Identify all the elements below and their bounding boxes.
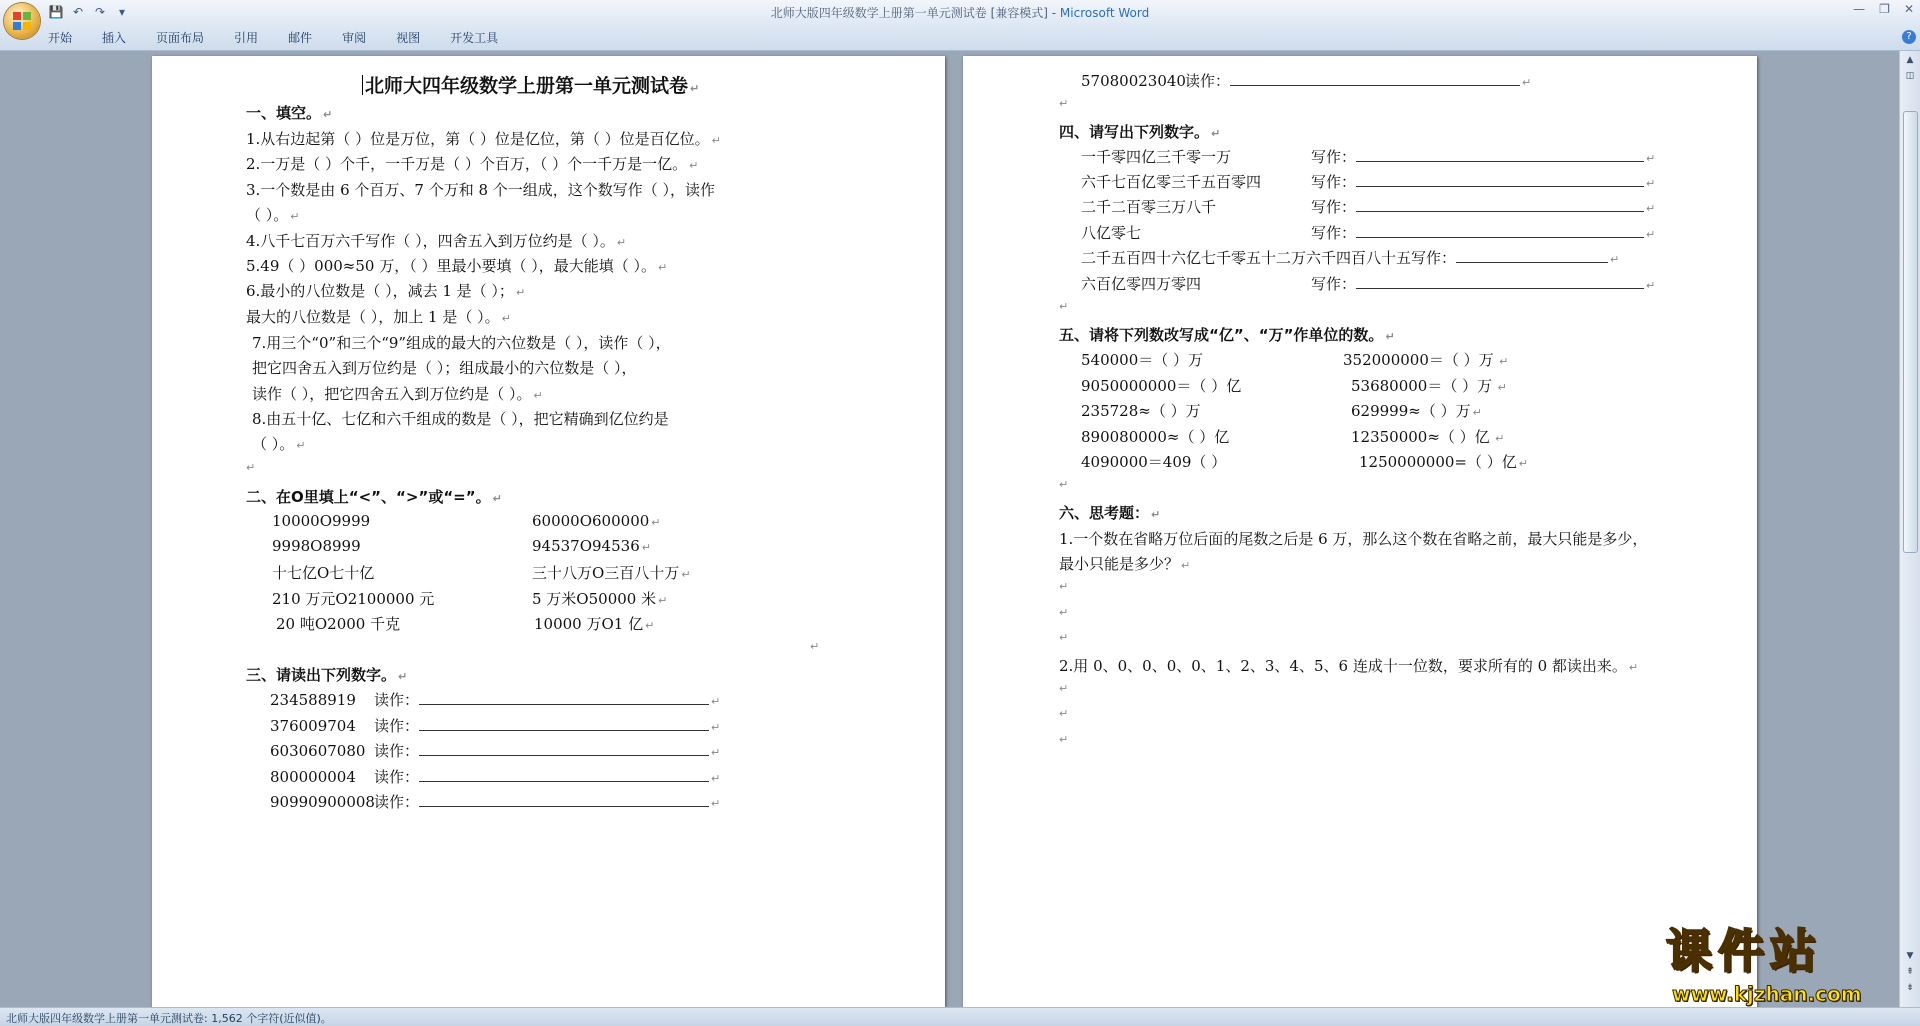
- write-item-3: 二千二百零三万八千 写作： ↵: [1081, 198, 1656, 216]
- read-item-1: 234588919 读作： ↵: [270, 691, 721, 709]
- question-7-line-1: [252, 332, 671, 353]
- question-5-text: 5.49（ ）000≈50 万，（ ）里最小要填（ ），最大能填（ ）。: [246, 257, 657, 275]
- compare-right-5: 10000 万O1 亿 ↵: [534, 615, 655, 633]
- minimize-button[interactable]: —: [1853, 2, 1866, 16]
- question-8a-text: 8.由五十亿、七亿和六千组成的数是（ ），把它精确到亿位约是: [252, 410, 669, 428]
- write-text-4: 八亿零七: [1081, 224, 1142, 242]
- section-heading-2-text: 二、在O里填上“<”、“>”或“=”。: [246, 488, 491, 506]
- close-button[interactable]: ✕: [1903, 2, 1914, 16]
- site-watermark: [1660, 920, 1900, 1010]
- paragraph-mark: ↵: [246, 461, 256, 474]
- next-page-icon[interactable]: ⇟: [1906, 983, 1914, 993]
- read-label-5: 读作：: [374, 793, 420, 811]
- think-question-2: 2.用 0、0、0、0、0、1、2、3、4、5、6 连成十一位数，要求所有的 0 都读出来。 ↵: [1059, 657, 1639, 675]
- convert-left-4: [1081, 426, 1229, 447]
- convert-left-1: [1081, 349, 1203, 370]
- write-text-1: 一千零四亿三千零一万: [1081, 148, 1232, 166]
- write-label-4: 写作：: [1311, 224, 1357, 242]
- question-6b-text: 最大的八位数是（ ），加上 1 是（ ）。: [246, 308, 500, 326]
- compare-right-1: 60000O600000 ↵: [532, 512, 661, 530]
- tab-review[interactable]: 审阅: [342, 31, 367, 45]
- question-6-line-2: 最大的八位数是（ ），加上 1 是（ ）。 ↵: [246, 308, 511, 326]
- compare-left-5: [276, 613, 400, 634]
- compare-left-3-text: 十七亿O七十亿: [272, 564, 375, 582]
- read-label-2: 读作：: [374, 717, 420, 735]
- window-title: [0, 4, 1920, 21]
- answer-line[interactable]: [1356, 274, 1644, 289]
- compare-left-5-text: 20 吨O2000 千克: [276, 615, 401, 633]
- watermark-url: www.kjzhan.com: [1672, 982, 1862, 1006]
- question-4-text: 4.八千七百万六千写作（ ），四舍五入到万位约是（ ）。: [246, 232, 615, 250]
- read-item-3: 6030607080 读作： ↵: [270, 742, 721, 760]
- convert-right-5-text: 1250000000=（ ）亿: [1359, 453, 1517, 471]
- tab-view[interactable]: 视图: [396, 31, 421, 45]
- write-item-2: 六千七百亿零三千五百零四 写作： ↵: [1081, 173, 1656, 191]
- read-number-5: 90990900008: [270, 793, 375, 811]
- page-title-text: 北师大四年级数学上册第一单元测试卷: [365, 75, 689, 97]
- convert-left-4-text: 890080000≈（ ）亿: [1081, 428, 1230, 446]
- redo-icon[interactable]: ↷: [94, 5, 106, 19]
- convert-left-3: [1081, 400, 1201, 421]
- question-3-line-1: [246, 179, 715, 200]
- tab-insert[interactable]: 插入: [102, 31, 127, 45]
- think-1a-text: 1.一个数在省略万位后面的尾数之后是 6 万，那么这个数在省略之前，最大只能是多少，: [1059, 530, 1648, 548]
- question-3a-text: 3.一个数是由 6 个百万、7 个万和 8 个一组成，这个数写作（ ），读作: [246, 181, 716, 199]
- question-8-line-2: （ ）。 ↵: [252, 435, 306, 453]
- paragraph-mark: ↵: [1059, 606, 1069, 619]
- compare-right-2-text: 94537O94536: [532, 537, 640, 555]
- compare-right-1-text: 60000O600000: [532, 512, 650, 530]
- convert-right-1: 352000000＝（ ）万 ↵: [1343, 351, 1509, 369]
- section-heading-5-text: 五、请将下列数改写成“亿”、“万”作单位的数。: [1059, 326, 1384, 344]
- answer-line[interactable]: [1356, 223, 1644, 238]
- answer-line[interactable]: [1456, 248, 1608, 263]
- convert-right-3: 629999≈（ ）万 ↵: [1351, 402, 1482, 420]
- convert-left-5-text: 4090000＝409（ ）: [1081, 453, 1227, 471]
- paragraph-mark: ↵: [1059, 733, 1069, 746]
- compare-left-2: [272, 537, 361, 555]
- convert-left-2-text: 9050000000＝（ ）亿: [1081, 377, 1242, 395]
- question-6a-text: 6.最小的八位数是（ ），减去 1 是（ ）；: [246, 282, 514, 300]
- window-controls: [1853, 2, 1914, 16]
- scroll-down-icon[interactable]: ▼: [1906, 951, 1914, 961]
- paragraph-mark: ↵: [1059, 682, 1069, 695]
- previous-page-icon[interactable]: ⇞: [1906, 967, 1914, 977]
- question-7-line-3: 读作（ ），把它四舍五入到万位约是（ ）。 ↵: [252, 385, 543, 403]
- compare-left-2-text: 9998O8999: [272, 537, 361, 555]
- section-heading-2: 二、在O里填上“<”、“>”或“=”。 ↵: [246, 488, 502, 506]
- convert-right-5: 1250000000=（ ）亿 ↵: [1359, 453, 1528, 471]
- answer-line[interactable]: [419, 690, 709, 705]
- undo-icon[interactable]: ↶: [72, 5, 84, 19]
- compare-left-1-text: 10000O9999: [272, 512, 371, 530]
- read-label-6: 读作：: [1185, 72, 1231, 90]
- convert-right-4-text: 12350000≈（ ）亿: [1351, 428, 1490, 446]
- read-label-3: 读作：: [374, 742, 420, 760]
- section-heading-5: 五、请将下列数改写成“亿”、“万”作单位的数。 ↵: [1059, 326, 1395, 344]
- write-label-3: 写作：: [1311, 198, 1357, 216]
- tab-mailings[interactable]: 邮件: [288, 31, 313, 45]
- read-number-1: 234588919: [270, 691, 356, 709]
- question-4: 4.八千七百万六千写作（ ），四舍五入到万位约是（ ）。 ↵: [246, 232, 627, 250]
- read-label-1: 读作：: [374, 691, 420, 709]
- question-3-line-2: （ ）。 ↵: [246, 206, 300, 224]
- convert-left-1-text: 540000＝（ ）万: [1081, 351, 1204, 369]
- answer-line[interactable]: [1230, 71, 1520, 86]
- convert-left-5: [1081, 451, 1226, 472]
- document-page-2[interactable]: [963, 56, 1757, 1007]
- ruler-toggle-icon[interactable]: ◫: [1905, 71, 1915, 81]
- answer-line[interactable]: [419, 741, 709, 756]
- question-7-line-2: [252, 357, 637, 378]
- question-8-line-1: [252, 408, 669, 429]
- section-heading-1: 一、填空。 ↵: [246, 104, 333, 122]
- customize-qat-icon[interactable]: ▾: [118, 5, 126, 19]
- answer-line[interactable]: [1356, 172, 1644, 187]
- write-text-6: 六百亿零四万零四: [1081, 275, 1202, 293]
- question-7a-text: 7.用三个“0”和三个“9”组成的最大的六位数是（ ），读作（ ），: [252, 334, 671, 352]
- page-title: 北师大四年级数学上册第一单元测试卷 ↵: [362, 71, 699, 98]
- tab-page-layout[interactable]: 页面布局: [156, 31, 205, 45]
- section-heading-3-text: 三、请读出下列数字。: [246, 666, 397, 684]
- answer-line[interactable]: [419, 792, 709, 807]
- read-number-3: 6030607080: [270, 742, 366, 760]
- watermark-logo-text: 课件站: [1666, 924, 1822, 978]
- question-2-text: 2.一万是（ ）个千，一千万是（ ）个百万，（ ）个一千万是一亿。: [246, 155, 688, 173]
- question-1-text: 1.从右边起第（ ）位是万位，第（ ）位是亿位，第（ ）位是百亿位。: [246, 130, 710, 148]
- question-7c-text: 读作（ ），把它四舍五入到万位约是（ ）。: [252, 385, 532, 403]
- write-item-1: 一千零四亿三千零一万 写作： ↵: [1081, 148, 1656, 166]
- answer-line[interactable]: [419, 767, 709, 782]
- write-text-5: 二千五百四十六亿七千零五十二万六千四百八十五写作：: [1081, 249, 1457, 267]
- compare-left-1: [272, 512, 370, 530]
- compare-left-4-text: 210 万元O2100000 元: [272, 590, 435, 608]
- question-1: 1.从右边起第（ ）位是万位，第（ ）位是亿位，第（ ）位是百亿位。 ↵: [246, 130, 721, 148]
- read-item-6: 57080023040读作： ↵: [1081, 72, 1532, 90]
- think-question-1-line-2: 最小只能是多少？ ↵: [1059, 555, 1191, 573]
- tab-home[interactable]: 开始: [48, 31, 73, 45]
- write-label-1: 写作：: [1311, 148, 1357, 166]
- section-heading-6-text: 六、思考题：: [1059, 504, 1150, 522]
- compare-right-5-text: 10000 万O1 亿: [534, 615, 644, 633]
- section-heading-1-text: 一、填空。: [246, 104, 322, 122]
- write-label-6: 写作：: [1311, 275, 1357, 293]
- write-label-2: 写作：: [1311, 173, 1357, 191]
- compare-left-4: [272, 588, 434, 609]
- read-label-4: 读作：: [374, 768, 420, 786]
- write-item-4: 八亿零七 写作： ↵: [1081, 224, 1656, 242]
- scrollbar-thumb[interactable]: [1903, 111, 1918, 553]
- read-number-6: 57080023040: [1081, 72, 1186, 90]
- convert-right-4: 12350000≈（ ）亿 ↵: [1351, 428, 1505, 446]
- ribbon-tabs: [0, 24, 1920, 51]
- paragraph-mark: ↵: [1059, 300, 1069, 313]
- save-icon[interactable]: 💾: [48, 5, 64, 19]
- paragraph-mark: ↵: [810, 640, 820, 653]
- convert-left-3-text: 235728≈（ ）万: [1081, 402, 1201, 420]
- paragraph-mark: ↵: [1059, 580, 1069, 593]
- app-name: Microsoft Word: [1059, 6, 1150, 20]
- compare-right-4-text: 5 万米O50000 米: [532, 590, 657, 608]
- maximize-button[interactable]: ❐: [1879, 2, 1890, 16]
- think-question-1-line-1: [1059, 528, 1647, 549]
- compare-right-3: 三十八万O三百八十万 ↵: [532, 564, 691, 582]
- question-7b-text: 把它四舍五入到万位约是（ ）；组成最小的六位数是（ ），: [252, 359, 637, 377]
- tab-developer[interactable]: 开发工具: [450, 31, 499, 45]
- convert-left-2: [1081, 375, 1241, 396]
- read-item-5: 90990900008读作： ↵: [270, 793, 721, 811]
- think-2-text: 2.用 0、0、0、0、0、1、2、3、4、5、6 连成十一位数，要求所有的 0 都读出来。: [1059, 657, 1627, 675]
- text-cursor: [362, 75, 363, 95]
- paragraph-mark: ↵: [1059, 707, 1069, 720]
- paragraph-mark: ↵: [1059, 631, 1069, 644]
- write-text-3: 二千二百零三万八千: [1081, 198, 1217, 216]
- document-page-1[interactable]: [152, 56, 945, 1007]
- answer-line[interactable]: [1356, 147, 1644, 162]
- convert-right-2-text: 53680000＝（ ）万: [1351, 377, 1493, 395]
- compare-right-2: 94537O94536 ↵: [532, 537, 651, 555]
- title-bar: [0, 0, 1920, 24]
- question-8b-text: （ ）。: [252, 435, 295, 453]
- vertical-scrollbar[interactable]: [1899, 51, 1920, 1007]
- convert-right-3-text: 629999≈（ ）万: [1351, 402, 1471, 420]
- tab-references[interactable]: 引用: [234, 31, 259, 45]
- section-heading-3: 三、请读出下列数字。 ↵: [246, 666, 408, 684]
- section-heading-4-text: 四、请写出下列数字。: [1059, 123, 1210, 141]
- question-6-line-1: 6.最小的八位数是（ ），减去 1 是（ ）； ↵: [246, 282, 526, 300]
- read-number-4: 800000004: [270, 768, 356, 786]
- office-button[interactable]: [4, 3, 40, 39]
- read-item-2: 376009704 读作： ↵: [270, 717, 721, 735]
- compare-left-3: [272, 562, 374, 583]
- answer-line[interactable]: [419, 716, 709, 731]
- write-item-6: 六百亿零四万零四 写作： ↵: [1081, 275, 1656, 293]
- write-text-2: 六千七百亿零三千五百零四: [1081, 173, 1262, 191]
- help-icon[interactable]: ?: [1902, 30, 1916, 44]
- question-3b-text: （ ）。: [246, 206, 289, 224]
- convert-right-1-text: 352000000＝（ ）万: [1343, 351, 1494, 369]
- question-5: 5.49（ ）000≈50 万，（ ）里最小要填（ ），最大能填（ ）。 ↵: [246, 257, 668, 275]
- compare-right-4: 5 万米O50000 米 ↵: [532, 590, 668, 608]
- office-logo-icon: [13, 12, 31, 30]
- read-number-2: 376009704: [270, 717, 356, 735]
- read-item-4: 800000004 读作： ↵: [270, 768, 721, 786]
- think-1b-text: 最小只能是多少？: [1059, 555, 1180, 573]
- answer-line[interactable]: [1356, 197, 1644, 212]
- document-title: 北师大版四年级数学上册第一单元测试卷 [兼容模式] -: [770, 6, 1060, 20]
- paragraph-mark: ↵: [1059, 478, 1069, 491]
- convert-right-2: 53680000＝（ ）万 ↵: [1351, 377, 1507, 395]
- word-count-status[interactable]: 北师大版四年级数学上册第一单元测试卷: 1,562 个字符(近似值)。: [6, 1012, 332, 1025]
- section-heading-4: 四、请写出下列数字。 ↵: [1059, 123, 1221, 141]
- scroll-up-icon[interactable]: ▲: [1906, 55, 1914, 65]
- write-item-5: 二千五百四十六亿七千零五十二万六千四百八十五写作： ↵: [1081, 249, 1620, 267]
- status-bar: [0, 1007, 1920, 1026]
- compare-right-3-text: 三十八万O三百八十万: [532, 564, 680, 582]
- question-2: 2.一万是（ ）个千，一千万是（ ）个百万，（ ）个一千万是一亿。 ↵: [246, 155, 699, 173]
- section-heading-6: 六、思考题： ↵: [1059, 504, 1161, 522]
- paragraph-mark: ↵: [1059, 97, 1069, 110]
- document-workspace: [0, 51, 1900, 1007]
